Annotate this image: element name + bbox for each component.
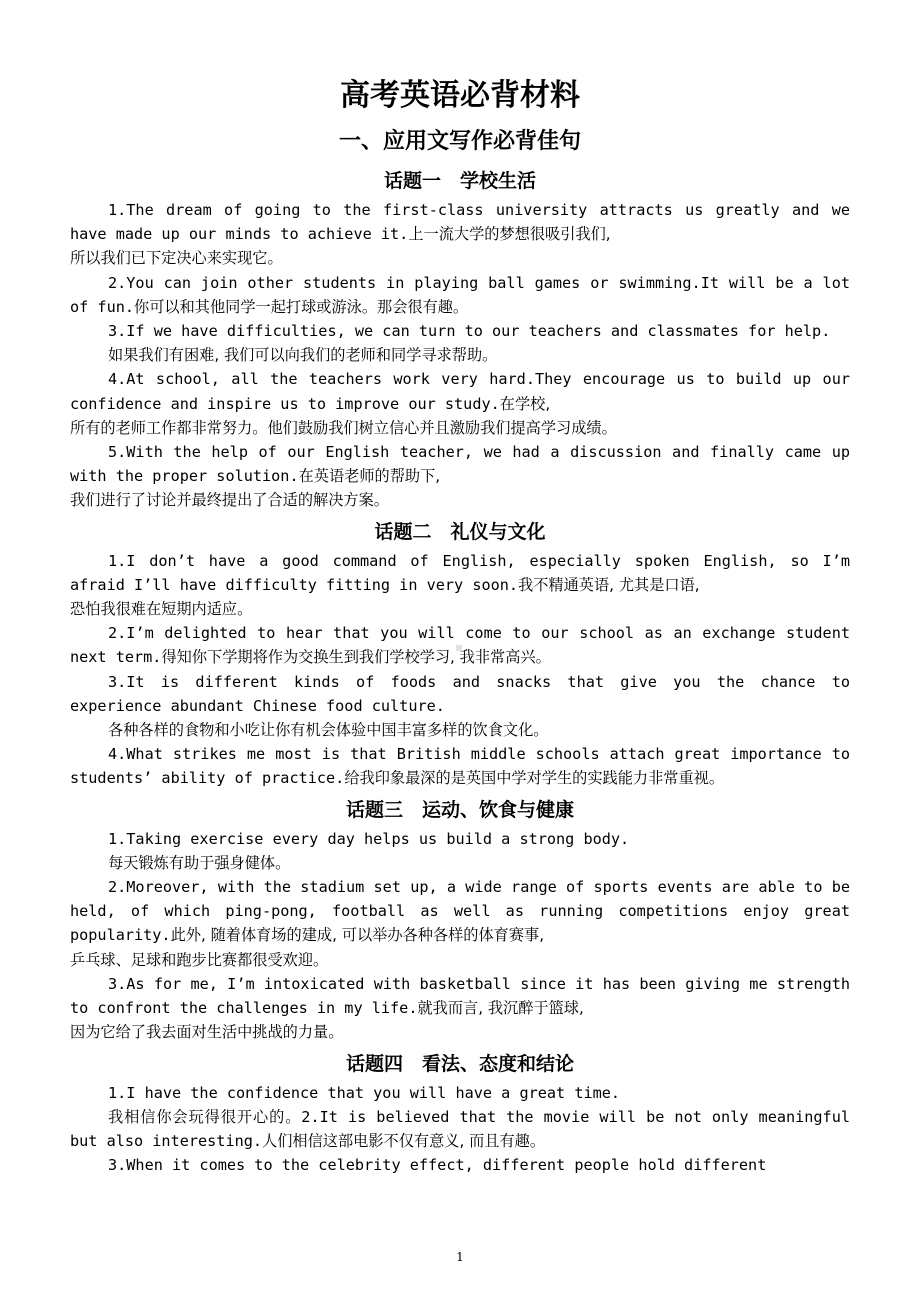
document-content (70, 76, 850, 1177)
sentence-item (70, 1081, 850, 1105)
sentence-item (70, 549, 850, 622)
english-sentence: 1.I don’t have a good command of English, especially spoken English, so I’m afraid I’ll have difficulty fitting in very soon. (70, 551, 850, 594)
chinese-translation: 得知你下学期将作为交换生到我们学校学习, 我非常高兴。 (161, 648, 551, 667)
sentence-item (70, 1153, 850, 1177)
chinese-translation-continued: 所有的老师工作都非常努力。他们鼓励我们树立信心并且激励我们提高学习成绩。 (70, 418, 617, 437)
english-sentence: 5.With the help of our English teacher, we had a discussion and finally came up with the proper solution. (70, 443, 850, 486)
english-sentence: 4.What strikes me most is that British middle schools attach great importance to students’ ability of practice. (70, 745, 850, 788)
chinese-translation: 就我而言, 我沉醉于篮球, (417, 999, 584, 1018)
sentence-item (70, 1105, 850, 1153)
english-sentence: 1.The dream of going to the first-class university attracts us greatly and we have made up our minds to achieve it. (70, 201, 850, 244)
chinese-translation-continued: 恐怕我很难在短期内适应。 (70, 600, 253, 619)
chinese-translation: 我不精通英语, 尤其是口语, (518, 575, 700, 594)
chinese-translation-continued: 各种各样的食物和小吃让你有机会体验中国丰富多样的饮食文化。 (108, 721, 549, 740)
chinese-translation: 在英语老师的帮助下, (298, 467, 441, 486)
chinese-translation: 人们相信这部电影不仅有意义, 而且有趣。 (262, 1131, 546, 1150)
topic-heading: 话题三 运动、饮食与健康 (345, 798, 574, 821)
chinese-translation-continued: 如果我们有困难, 我们可以向我们的老师和同学寻求帮助。 (108, 346, 498, 365)
chinese-translation-continued: 因为它给了我去面对生活中挑战的力量。 (70, 1023, 344, 1042)
document-title: 高考英语必背材料 (340, 78, 580, 113)
chinese-translation: 在学校, (499, 394, 551, 413)
chinese-translation: 你可以和其他同学一起打球或游泳。那会很有趣。 (134, 297, 469, 316)
page-number: 1 (456, 1250, 464, 1264)
chinese-translation: 上一流大学的梦想很吸引我们, (408, 225, 611, 244)
chinese-translation-continued: 所以我们已下定决心来实现它。 (70, 249, 283, 268)
sentence-item (70, 742, 850, 790)
chinese-translation-continued: 每天锻炼有助于强身健体。 (108, 853, 291, 872)
chinese-translation: 此外, 随着体育场的建成, 可以举办各种各样的体育赛事, (170, 926, 545, 945)
sentence-item (70, 367, 850, 440)
english-sentence: 1.I have the confidence that you will have a great time. (108, 1083, 621, 1102)
sentence-item (70, 827, 850, 875)
english-sentence: 我相信你会玩得很开心的。2.It is believed that the movie will be not only meaningful but also interesting. (70, 1107, 850, 1150)
sentence-item (70, 271, 850, 319)
sentence-item (70, 670, 850, 743)
english-sentence: 2.You can join other students in playing ball games or swimming.It will be a lot of fun. (70, 273, 850, 316)
sentence-item (70, 198, 850, 271)
sentence-item (70, 972, 850, 1045)
sentence-item (70, 875, 850, 972)
english-sentence: 3.When it comes to the celebrity effect, different people hold different (108, 1156, 767, 1175)
english-sentence: 3.As for me, I’m intoxicated with basketball since it has been giving me strength to confront the challenges in my life. (70, 974, 850, 1018)
section-title: 一、应用文写作必背佳句 (338, 129, 581, 154)
topic-heading: 话题一 学校生活 (383, 170, 536, 192)
english-sentence: 2.Moreover, with the stadium set up, a wide range of sports events are able to be held, of which ping-pong, football as well as running competitions enjoy great popularity. (70, 878, 850, 945)
english-sentence: 2.I’m delighted to hear that you will come to our school as an exchange student next term. (70, 624, 850, 667)
sentence-item (70, 440, 850, 513)
chinese-translation: 给我印象最深的是英国中学对学生的实践能力非常重视。 (344, 769, 724, 788)
topic-heading: 话题二 礼仪与文化 (374, 520, 546, 543)
chinese-translation-continued: 乒乓球、足球和跑步比赛都很受欢迎。 (70, 950, 329, 969)
english-sentence: 1.Taking exercise every day helps us build a strong body. (108, 829, 630, 848)
sentence-item (70, 319, 850, 367)
topics-container (70, 168, 850, 1177)
topic-heading: 话题四 看法、态度和结论 (345, 1052, 574, 1075)
english-sentence: 4.At school, all the teachers work very hard.They encourage us to build up our confidence and inspire us to improve our study. (70, 370, 850, 413)
sentence-item (70, 621, 850, 669)
chinese-translation-continued: 我们进行了讨论并最终提出了合适的解决方案。 (70, 491, 389, 510)
english-sentence: 3.It is different kinds of foods and snacks that give you the chance to experience abundant Chinese food culture. (70, 672, 850, 715)
english-sentence: 3.If we have difficulties, we can turn to our teachers and classmates for help. (108, 322, 831, 341)
